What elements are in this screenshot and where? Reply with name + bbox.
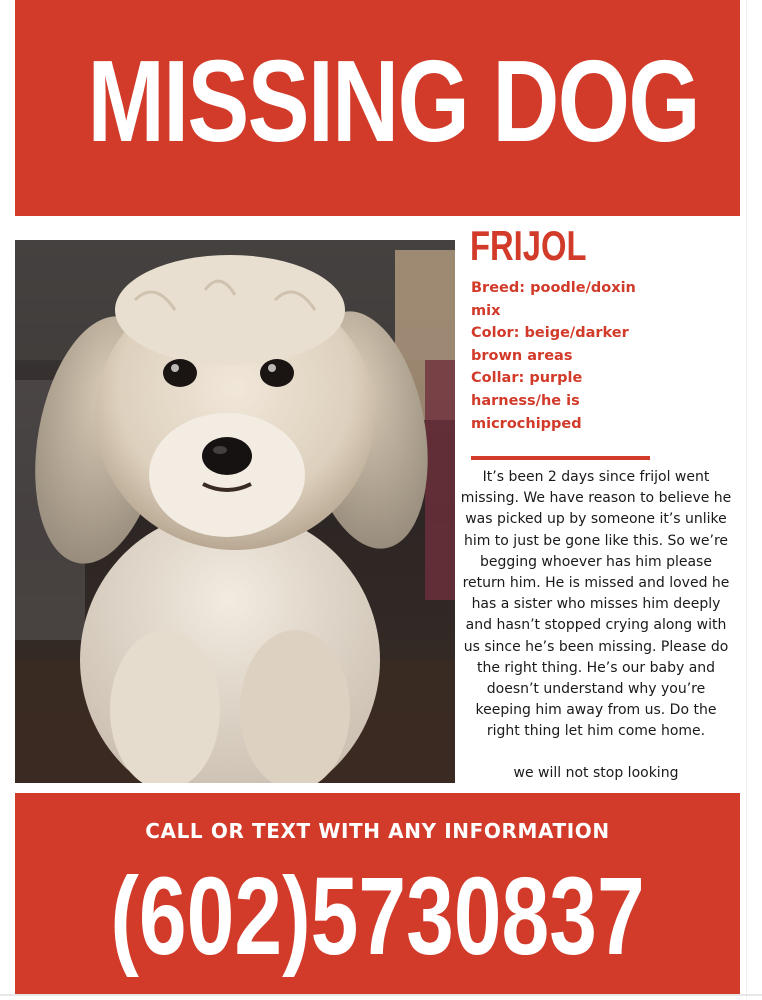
story-line: doesn’t understand why you’re [486, 681, 706, 698]
phone-number[interactable]: (602)5730837 [110, 855, 645, 978]
details-line: microchipped [471, 415, 582, 432]
story-line: was picked up by someone it’s unlike [465, 511, 727, 528]
story-line: the right thing. He’s our baby and [476, 659, 716, 676]
closing-line: we will not stop looking [513, 765, 679, 781]
divider [471, 456, 650, 460]
pet-name: FRIJOL [470, 222, 587, 269]
story-line: and hasn’t stopped crying along with [465, 617, 727, 634]
footer-banner [15, 793, 740, 994]
story-line: keeping him away from us. Do the [475, 702, 717, 719]
details-line: Color: beige/darker [471, 325, 629, 342]
story-line: begging whoever has him please [480, 553, 712, 570]
details-line: brown areas [471, 347, 573, 364]
details-line: harness/he is [471, 392, 580, 409]
story-line: has a sister who misses him deeply [471, 596, 721, 613]
page-bottom-edge [0, 994, 762, 996]
pet-details [471, 277, 661, 435]
details-line: mix [471, 302, 501, 319]
story-line: us since he’s been missing. Please do [463, 638, 729, 655]
story-line: It’s been 2 days since frijol went [482, 469, 710, 485]
page-title: MISSING DOG [87, 36, 699, 166]
page-edge [746, 0, 747, 1000]
story-line: return him. He is missed and loved he [462, 575, 730, 592]
story-text [456, 467, 736, 743]
story-line: missing. We have reason to believe he [460, 490, 732, 507]
details-line: Breed: poodle/doxin [471, 280, 636, 296]
contact-cta: CALL OR TEXT WITH ANY INFORMATION [145, 819, 610, 843]
dog-photo [15, 240, 455, 783]
story-line: him to just be gone like this. So we’re [463, 532, 729, 549]
story-line: right thing let him come home. [486, 723, 706, 740]
details-line: Collar: purple [471, 370, 583, 387]
header-banner [15, 0, 740, 216]
